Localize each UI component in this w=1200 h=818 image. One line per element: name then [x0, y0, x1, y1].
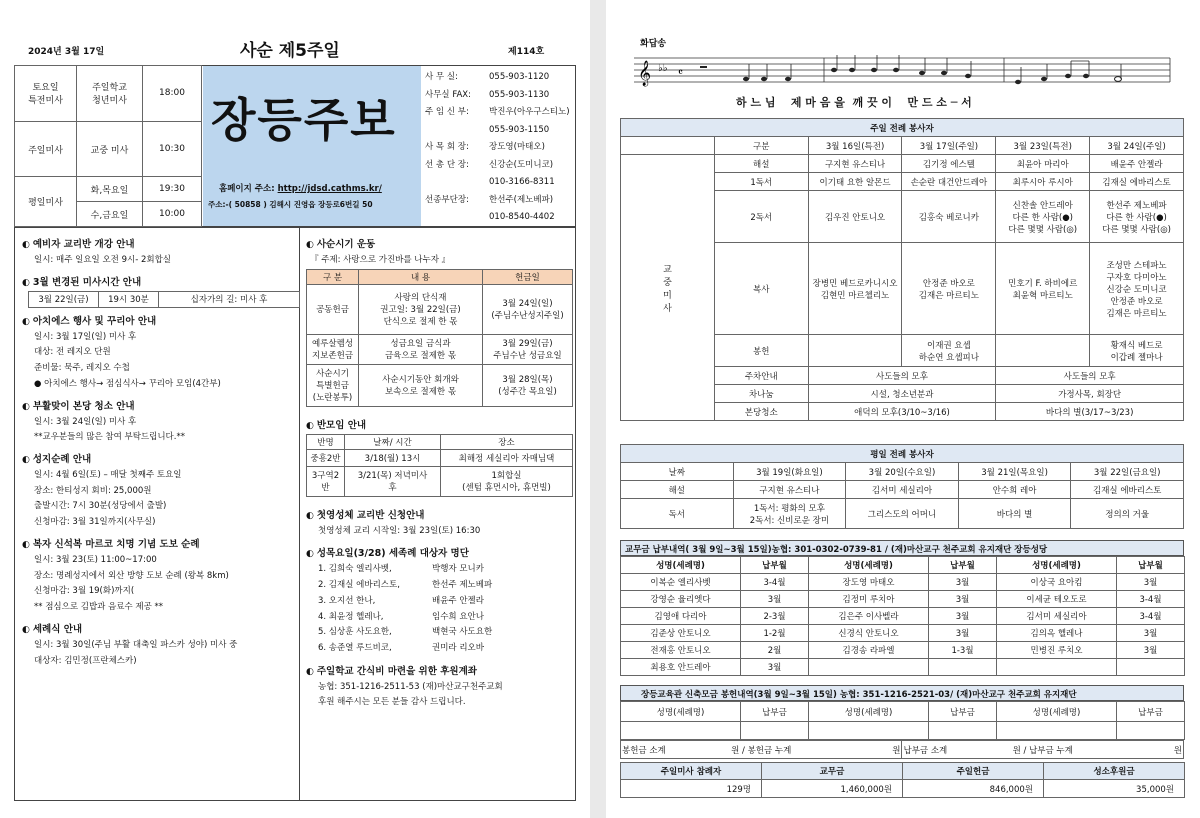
payer-month: 3-4월 — [1117, 608, 1185, 625]
text-line: 대상자: 김민정(프란체스카) — [34, 655, 137, 666]
payer-month: 3월 — [1117, 625, 1185, 642]
mass-day: 평일미사 — [15, 177, 77, 227]
duty-value: 바다의 별 — [958, 499, 1071, 529]
duty-value: 신찬솔 안드레아 다른 한 사람(●) 다른 몇몇 사람(◎) — [996, 191, 1090, 243]
payer-name: 김영애 다리아 — [621, 608, 741, 625]
text-line: 일시: 3월 24일(일) 미사 후 — [34, 416, 137, 427]
lent-content: 사순시기동안 회개와 보속으로 절제한 몫 — [359, 364, 483, 406]
payer-name: 민병진 루치오 — [997, 642, 1117, 659]
totals-table — [620, 762, 1185, 798]
payer-name — [997, 659, 1117, 676]
payer-month: 3월 — [929, 608, 997, 625]
lent-content: 성금요일 금식과 금육으로 절제한 몫 — [359, 334, 483, 364]
duty-value — [808, 335, 902, 367]
payer-month: 3월 — [929, 591, 997, 608]
bulletin-date: 2024년 3월 17일 — [28, 47, 105, 57]
payer-name: 이세균 테오도로 — [997, 591, 1117, 608]
homepage-line — [219, 182, 382, 194]
empty-cell — [741, 722, 809, 740]
dues-title: 교무금 납부내역( 3월 9일~3월 15일)농협: 301-0302-0739-81 / (재)마산교구 천주교회 유지재단 장등성당 — [620, 540, 1184, 556]
education-fund-table — [620, 701, 1185, 740]
duty-value: 한선주 제노베파 다른 한 사람(●) 다른 몇몇 사람(◎) — [1090, 191, 1184, 243]
text-line: 대상: 전 레지오 단원 — [34, 347, 111, 358]
meeting-header: 반명 — [307, 434, 345, 449]
foot-washing-item: 4. 최윤정 헬레나, 임수희 요안나 — [318, 611, 484, 622]
treble-clef-icon: 𝄞 — [638, 61, 652, 86]
meeting-group: 중흥2반 — [307, 449, 345, 466]
duty-value: 황재식 베드로 이갑례 젤마나 — [1090, 335, 1184, 367]
duty-value: 최윤아 마리아 — [996, 155, 1090, 173]
lent-date: 3월 28일(목) (성주간 목요일) — [483, 364, 573, 406]
meeting-time: 3/21(목) 저녁미사 후 — [345, 466, 441, 496]
totals-value: 1,460,000원 — [762, 780, 903, 798]
duty-role: 주차안내 — [714, 367, 808, 385]
payer-month — [929, 659, 997, 676]
section-foot-washing: ◐ 성목요일(3/28) 세족례 대상자 명단 — [306, 548, 469, 560]
lent-type: 사순시기 특별헌금 (노란봉투) — [307, 364, 359, 406]
lent-header: 내 용 — [359, 269, 483, 284]
middle-column — [306, 231, 572, 711]
weekday-ministers-table — [620, 444, 1184, 529]
edu-header: 납부금 — [1117, 702, 1185, 722]
payer-month — [1117, 659, 1185, 676]
lent-header: 구 분 — [307, 269, 359, 284]
duty-value: 김기정 에스텔 — [902, 155, 996, 173]
mass-time: 18:00 — [143, 66, 202, 122]
text-line: 신청마감: 3월 31일까지(사무실) — [34, 517, 156, 528]
text-line: 준비물: 묵주, 레지오 수첩 — [34, 363, 130, 374]
svg-text:♭♭: ♭♭ — [658, 63, 668, 74]
edu-title: 장등교육관 신축모금 봉헌내역(3월 9일~3월 15일) 농협: 351-1216-2521-03/ (재)마산교구 천주교회 유지재단 — [620, 685, 1184, 701]
mass-side-label: 교 중 미 사 — [621, 155, 715, 421]
payer-month: 3월 — [929, 625, 997, 642]
mass-day: 주일미사 — [15, 121, 77, 177]
contact-line: 010-3166-8311 — [489, 177, 555, 187]
psalm-title: 화답송 — [640, 39, 667, 49]
edu-header: 성명(세례명) — [997, 702, 1117, 722]
payer-name: 김은주 이사벨라 — [809, 608, 929, 625]
foot-washing-item: 5. 심상훈 사도요한, 백현국 사도요한 — [318, 627, 493, 638]
mass-name: 수,금요일 — [77, 202, 143, 227]
meeting-time: 3/18(월) 13시 — [345, 449, 441, 466]
mass-name: 교중 미사 — [77, 121, 143, 177]
payer-name: 김정미 루치아 — [809, 591, 929, 608]
meeting-place: 1회합실 (센텀 휴먼시아, 휴먼빌) — [441, 466, 573, 496]
weekday-duty-header: 3월 22일(금요일) — [1071, 463, 1184, 481]
payer-month: 3월 — [1117, 574, 1185, 591]
totals-header: 주일미사 참례자 — [621, 763, 762, 780]
duty-value: 구지현 유스티나 — [733, 481, 846, 499]
payer-name: 김경송 라파엘 — [809, 642, 929, 659]
foot-washing-item: 1. 김희숙 엘리사벳, 박행자 모니카 — [318, 564, 484, 575]
duty-value: 김우진 안토니오 — [808, 191, 902, 243]
foot-washing-item: 6. 송준열 루드비코, 권미라 리오바 — [318, 643, 484, 654]
lent-header: 헌금일 — [483, 269, 573, 284]
edu-header: 성명(세례명) — [621, 702, 741, 722]
text-line: ** 점심으로 김밥과 음료수 제공 ** — [34, 602, 164, 613]
contact-line: 사무실 FAX: 055-903-1130 — [425, 89, 550, 100]
dues-header: 납부월 — [741, 557, 809, 574]
mass-time: 10:30 — [143, 121, 202, 177]
lent-offering-table — [306, 269, 573, 407]
duty-value: 애덕의 모후(3/10~3/16) — [808, 403, 996, 421]
duty-value: 사도들의 모후 — [996, 367, 1184, 385]
duty-value: 이기태 요한 알몬드 — [808, 173, 902, 191]
sunday-duty-title: 주일 전례 봉사자 — [621, 119, 1184, 137]
duty-value: 1독서: 평화의 모후 2독서: 신비로운 장미 — [733, 499, 846, 529]
mass-name: 화,목요일 — [77, 177, 143, 202]
duty-value: 장병민 베드로카니시오 김현민 마르첼리노 — [808, 243, 902, 335]
duty-role: 해설 — [621, 481, 734, 499]
duty-value: 최루시아 루시아 — [996, 173, 1090, 191]
homepage-label: 홈페이지 주소: — [219, 184, 275, 194]
payer-name: 장도영 마태오 — [809, 574, 929, 591]
info-box — [14, 65, 576, 227]
sunday-duty-header: 3월 23일(특전) — [996, 137, 1090, 155]
duty-role: 독서 — [621, 499, 734, 529]
text-line: 일시: 4월 6일(토) – 매달 첫째주 토요일 — [34, 470, 182, 481]
logo-area — [203, 66, 421, 226]
svg-text:𝄴: 𝄴 — [678, 66, 683, 79]
group-meeting-table — [306, 434, 573, 497]
dues-header: 납부월 — [1117, 557, 1185, 574]
music-staff — [634, 46, 1174, 96]
payer-name: 이복순 엘리사벳 — [621, 574, 741, 591]
duty-role: 복사 — [714, 243, 808, 335]
duty-value: 김재실 에바리스토 — [1071, 481, 1184, 499]
text-line: 후원 해주시는 모든 분들 감사 드립니다. — [318, 697, 466, 708]
empty-cell — [1117, 722, 1185, 740]
lent-type: 예루살렘성 지보존헌금 — [307, 334, 359, 364]
left-page — [0, 0, 590, 818]
sunday-duty-header: 3월 16일(특전) — [808, 137, 902, 155]
section-pilgrimage: ◐ 성지순례 안내 — [22, 454, 92, 466]
section-mass-change: ◐ 3월 변경된 미사시간 안내 — [22, 276, 142, 288]
text-line: 일시: 3월 17일(일) 미사 후 — [34, 331, 137, 342]
section-acies: ◐ 아치에스 행사 및 꾸리아 안내 — [22, 315, 157, 327]
duty-role: 차나눔 — [714, 385, 808, 403]
duty-role: 봉헌 — [714, 335, 808, 367]
payer-month: 3월 — [1117, 642, 1185, 659]
payer-name: 강영순 율리엣다 — [621, 591, 741, 608]
lent-theme: 『 주제: 사랑으로 가진바를 나누자 』 — [310, 255, 451, 265]
duty-value: 정의의 거울 — [1071, 499, 1184, 529]
duty-value: 김서미 세실리아 — [846, 481, 959, 499]
weekday-duty-header: 3월 20일(수요일) — [846, 463, 959, 481]
edu-header: 성명(세례명) — [809, 702, 929, 722]
payer-month: 1-3월 — [929, 642, 997, 659]
edu-header: 납부금 — [741, 702, 809, 722]
duty-role: 2독서 — [714, 191, 808, 243]
duty-value: 가정사목, 회장단 — [996, 385, 1184, 403]
payer-month: 1-2월 — [741, 625, 809, 642]
duty-value: 민호기 F. 하비에르 최윤혁 마르티노 — [996, 243, 1090, 335]
sums-row: 봉헌금 소계 원 / 봉헌금 누계 원 납부금 소계 원 / 납부금 누계 원 — [620, 740, 1184, 759]
section-group-meeting: ◐ 반모임 안내 — [306, 419, 367, 431]
duty-value: 안정준 바오로 김재은 마르티노 — [902, 243, 996, 335]
payer-month: 3월 — [741, 659, 809, 676]
totals-value: 846,000원 — [903, 780, 1044, 798]
duty-role: 1독서 — [714, 173, 808, 191]
payer-month: 3-4월 — [741, 574, 809, 591]
payer-month: 3월 — [741, 591, 809, 608]
duty-role: 해설 — [714, 155, 808, 173]
section-baptism: ◐ 세례식 안내 — [22, 623, 83, 635]
contact-line: 055-903-1150 — [489, 124, 550, 135]
mass-change-table: 3월 22일(금) 19시 30분 십자가의 길: 미사 후 — [28, 291, 300, 308]
dues-header: 성명(세례명) — [621, 557, 741, 574]
weekday-duty-title: 평일 전례 봉사자 — [621, 445, 1184, 463]
duty-value: 손순란 대건안드레아 — [902, 173, 996, 191]
bulletin-logo: 장등주보 — [211, 93, 397, 147]
totals-value: 129명 — [621, 780, 762, 798]
empty-cell — [929, 722, 997, 740]
lent-date: 3월 24일(일) (주님수난성지주일) — [483, 284, 573, 334]
lent-type: 공동헌금 — [307, 284, 359, 334]
empty-cell — [621, 722, 741, 740]
church-address: 주소:-( 50858 ) 김해시 진영읍 장등로6번길 50 — [208, 200, 373, 209]
contact-line: 사 목 회 장: 장도영(마태오) — [425, 142, 545, 152]
duty-value — [996, 335, 1090, 367]
duty-value: 김홍숙 베로니카 — [902, 191, 996, 243]
payer-month: 2월 — [741, 642, 809, 659]
duty-value: 그리스도의 어머니 — [846, 499, 959, 529]
weekday-duty-header: 날짜 — [621, 463, 734, 481]
section-walking-pilgrimage: ◐ 복자 신석복 마르코 치명 기념 도보 순례 — [22, 538, 200, 550]
liturgical-week: 사순 제5주일 — [240, 41, 340, 61]
text-line: 출발시간: 7시 30분(성당에서 출발) — [34, 501, 167, 512]
dues-header: 성명(세례명) — [809, 557, 929, 574]
text-line: 장소: 한티성지 회비: 25,000원 — [34, 485, 152, 496]
text-line: 신청마감: 3월 19(화)까지( — [34, 586, 135, 597]
duty-value: 구지현 유스티나 — [808, 155, 902, 173]
foot-washing-item: 3. 오지선 한나, 배윤주 안젤라 — [318, 595, 484, 606]
contact-list — [425, 69, 575, 227]
dues-header: 성명(세례명) — [997, 557, 1117, 574]
section-cleaning: ◐ 부활맞이 본당 청소 안내 — [22, 400, 135, 412]
payer-month: 3-4월 — [1117, 591, 1185, 608]
psalm-lyric: 하 느 님 제 마 음 을 깨 끗 이 만 드 소 ─ 서 — [736, 96, 972, 109]
duty-value: 바다의 별(3/17~3/23) — [996, 403, 1184, 421]
contact-line: 010-8540-4402 — [489, 212, 555, 222]
section-lent-movement: ◐ 사순시기 운동 — [306, 239, 376, 250]
text-line: 장소: 명례성지에서 외산 방향 도보 순례 (왕복 8km) — [34, 570, 229, 581]
meeting-place: 최해정 세실리아 자매님댁 — [441, 449, 573, 466]
text-line: **교우분들의 많은 참여 부탁드립니다.** — [34, 432, 185, 443]
empty-cell — [997, 722, 1117, 740]
meeting-group: 3구역2 반 — [307, 466, 345, 496]
payer-name: 김서미 세실리아 — [997, 608, 1117, 625]
right-page — [606, 0, 1200, 818]
sunday-duty-header: 3월 24일(주일) — [1090, 137, 1184, 155]
duty-role: 본당청소 — [714, 403, 808, 421]
text-line: 일시: 3월 23(토) 11:00~17:00 — [34, 554, 157, 565]
duty-value: 안수희 레아 — [958, 481, 1071, 499]
duty-value: 시설, 청소년분과 — [808, 385, 996, 403]
mass-day: 토요일 특전미사 — [15, 66, 77, 122]
payer-name: 김의옥 헬레나 — [997, 625, 1117, 642]
duty-value: 조성만 스테파노 구자호 다미아노 신강순 도미니코 안정준 바오로 김재은 마르티노 — [1090, 243, 1184, 335]
foot-washing-item: 2. 김재실 에바리스토, 한선주 제노베파 — [318, 580, 493, 591]
mass-time: 10:00 — [143, 202, 202, 227]
duty-value: 사도들의 모후 — [808, 367, 996, 385]
text-line: 일시: 3월 30일(주님 부활 대축일 파스카 성야) 미사 중 — [34, 639, 238, 650]
meeting-header: 날짜/ 시간 — [345, 434, 441, 449]
lent-content: 사랑의 단식재 권고일: 3월 22일(금) 단식으로 절제 한 몫 — [359, 284, 483, 334]
totals-header: 주일헌금 — [903, 763, 1044, 780]
section-sunday-school: ◐ 주일학교 간식비 마련을 위한 후원계좌 — [306, 665, 477, 677]
contact-line: 선종부단장: 한선주(제노베파) — [425, 194, 554, 205]
text-line: 농협: 351-1216-2511-53 (재)마산교구천주교회 — [318, 681, 503, 692]
sunday-duty-header: 3월 17일(주일) — [902, 137, 996, 155]
lent-date: 3월 29일(금) 주님수난 성금요일 — [483, 334, 573, 364]
totals-header: 성소후원금 — [1044, 763, 1185, 780]
left-column — [22, 231, 298, 669]
foot-washing-list — [306, 562, 572, 656]
mass-name: 주일학교 청년미사 — [77, 66, 143, 122]
weekday-duty-header: 3월 21일(목요일) — [958, 463, 1071, 481]
mass-schedule-table — [14, 65, 202, 227]
mass-time: 19:30 — [143, 177, 202, 202]
duty-value: 이재권 요셉 하순연 요셉피나 — [902, 335, 996, 367]
dues-header: 납부월 — [929, 557, 997, 574]
empty-cell — [809, 722, 929, 740]
payer-name: 신경식 안토니오 — [809, 625, 929, 642]
totals-header: 교무금 — [762, 763, 903, 780]
weekday-duty-header: 3월 19일(화요일) — [733, 463, 846, 481]
contact-line: 사 무 실: 055-903-1120 — [425, 72, 550, 82]
meeting-header: 장소 — [441, 434, 573, 449]
text-line: 첫영성체 교리 시작일: 3월 23일(토) 16:30 — [318, 525, 481, 536]
totals-value: 35,000원 — [1044, 780, 1185, 798]
section-first-communion: ◐ 첫영성체 교리반 신청안내 — [306, 509, 425, 521]
text-line: 일시: 매주 일요일 오전 9시- 2회합실 — [34, 255, 172, 265]
text-line: ● 아치에스 행사→ 점심식사→ 꾸리아 모임(4간부) — [34, 378, 221, 389]
payer-name: 최용호 안드레아 — [621, 659, 741, 676]
issue-number: 제114호 — [508, 47, 545, 57]
section-catechumen: ◐ 예비자 교리반 개강 안내 — [22, 239, 135, 250]
contact-line: 선 총 단 장: 신강순(도미니코) — [425, 159, 554, 170]
payer-name: 김준상 안토니오 — [621, 625, 741, 642]
edu-header: 납부금 — [929, 702, 997, 722]
homepage-link[interactable]: http://jdsd.cathms.kr/ — [277, 184, 382, 194]
payer-month: 3월 — [929, 574, 997, 591]
sunday-duty-header: 구분 — [714, 137, 808, 155]
sunday-ministers-table — [620, 118, 1184, 421]
payer-month: 2-3월 — [741, 608, 809, 625]
contact-line: 주 임 신 부: 박진우(아우구스티노) — [425, 107, 570, 117]
duty-value: 배윤주 안젤라 — [1090, 155, 1184, 173]
payer-name — [809, 659, 929, 676]
duty-value: 김재실 에바리스토 — [1090, 173, 1184, 191]
payer-name: 이상국 요아킴 — [997, 574, 1117, 591]
payer-name: 전재홍 안토니오 — [621, 642, 741, 659]
dues-table — [620, 556, 1185, 676]
